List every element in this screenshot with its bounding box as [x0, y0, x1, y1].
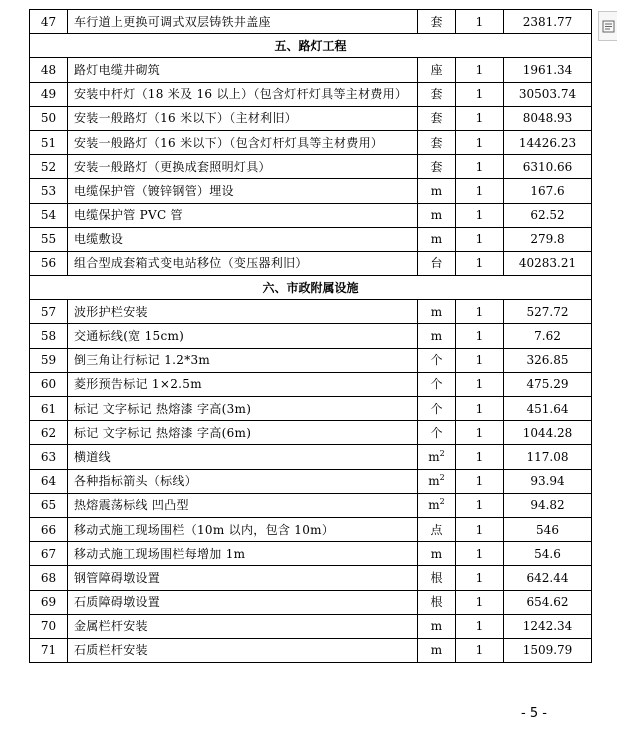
item-quantity: 1 — [456, 590, 504, 614]
item-name: 车行道上更换可调式双层铸铁井盖座 — [68, 10, 418, 34]
item-name: 路灯电缆井砌筑 — [68, 58, 418, 82]
item-unit: 套 — [418, 155, 456, 179]
item-unit: m — [418, 614, 456, 638]
item-unit: 台 — [418, 251, 456, 275]
item-name: 倒三角让行标记 1.2*3m — [68, 348, 418, 372]
item-price: 475.29 — [504, 372, 592, 396]
item-quantity: 1 — [456, 155, 504, 179]
price-table-body — [30, 10, 592, 663]
section-header-row — [30, 276, 592, 300]
item-price: 326.85 — [504, 348, 592, 372]
item-quantity: 1 — [456, 324, 504, 348]
item-unit — [418, 493, 456, 517]
table-row — [30, 469, 592, 493]
item-name: 热熔震荡标线 凹凸型 — [68, 493, 418, 517]
table-row — [30, 251, 592, 275]
price-table — [29, 9, 592, 663]
item-price: 279.8 — [504, 227, 592, 251]
item-name: 电缆保护管 PVC 管 — [68, 203, 418, 227]
item-name: 组合型成套箱式变电站移位（变压器利旧） — [68, 251, 418, 275]
item-quantity: 1 — [456, 10, 504, 34]
item-name: 安装一般路灯（16 米以下）（包含灯杆灯具等主材费用） — [68, 130, 418, 154]
item-price: 546 — [504, 517, 592, 541]
item-number: 62 — [30, 421, 68, 445]
unit-base: m — [428, 449, 440, 464]
table-row — [30, 179, 592, 203]
item-unit: 套 — [418, 106, 456, 130]
item-price: 7.62 — [504, 324, 592, 348]
item-price: 8048.93 — [504, 106, 592, 130]
table-row — [30, 397, 592, 421]
item-number: 51 — [30, 130, 68, 154]
item-quantity: 1 — [456, 566, 504, 590]
table-row — [30, 130, 592, 154]
item-unit: m — [418, 179, 456, 203]
table-row — [30, 82, 592, 106]
table-row — [30, 203, 592, 227]
unit-exponent: 2 — [439, 448, 445, 458]
item-price: 94.82 — [504, 493, 592, 517]
document-panel-icon — [602, 20, 615, 33]
item-unit: 个 — [418, 372, 456, 396]
item-price: 2381.77 — [504, 10, 592, 34]
item-quantity: 1 — [456, 421, 504, 445]
unit-base: m — [428, 474, 440, 489]
item-number: 67 — [30, 542, 68, 566]
item-quantity: 1 — [456, 130, 504, 154]
item-number: 49 — [30, 82, 68, 106]
table-row — [30, 542, 592, 566]
section-header-row — [30, 34, 592, 58]
item-quantity: 1 — [456, 638, 504, 662]
item-quantity: 1 — [456, 517, 504, 541]
item-number: 56 — [30, 251, 68, 275]
unit-exponent: 2 — [439, 473, 445, 483]
table-row — [30, 10, 592, 34]
item-price: 1509.79 — [504, 638, 592, 662]
item-number: 61 — [30, 397, 68, 421]
item-number: 52 — [30, 155, 68, 179]
item-price: 1961.34 — [504, 58, 592, 82]
item-number: 71 — [30, 638, 68, 662]
item-unit: m — [418, 300, 456, 324]
table-row — [30, 517, 592, 541]
item-number: 57 — [30, 300, 68, 324]
item-unit: 个 — [418, 421, 456, 445]
item-name: 横道线 — [68, 445, 418, 469]
item-quantity: 1 — [456, 106, 504, 130]
unit-exponent: 2 — [439, 497, 445, 507]
item-quantity: 1 — [456, 251, 504, 275]
item-name: 标记 文字标记 热熔漆 字高(6m) — [68, 421, 418, 445]
item-name: 移动式施工现场围栏每增加 1m — [68, 542, 418, 566]
item-name: 钢管障碍墩设置 — [68, 566, 418, 590]
item-unit: 根 — [418, 566, 456, 590]
item-quantity: 1 — [456, 469, 504, 493]
item-number: 68 — [30, 566, 68, 590]
item-unit: 个 — [418, 348, 456, 372]
item-number: 65 — [30, 493, 68, 517]
table-row — [30, 155, 592, 179]
item-price: 54.6 — [504, 542, 592, 566]
table-row — [30, 372, 592, 396]
item-price: 40283.21 — [504, 251, 592, 275]
item-quantity: 1 — [456, 542, 504, 566]
item-number: 47 — [30, 10, 68, 34]
page-number: - 5 - — [521, 706, 547, 721]
item-name: 波形护栏安装 — [68, 300, 418, 324]
item-quantity: 1 — [456, 372, 504, 396]
item-number: 70 — [30, 614, 68, 638]
item-number: 59 — [30, 348, 68, 372]
item-quantity: 1 — [456, 227, 504, 251]
item-price: 30503.74 — [504, 82, 592, 106]
item-quantity: 1 — [456, 82, 504, 106]
item-name: 移动式施工现场围栏（10m 以内，包含 10m） — [68, 517, 418, 541]
table-row — [30, 614, 592, 638]
unit-base: m — [428, 498, 440, 513]
table-row — [30, 445, 592, 469]
item-price: 642.44 — [504, 566, 592, 590]
item-name: 石质障碍墩设置 — [68, 590, 418, 614]
item-unit: m — [418, 227, 456, 251]
table-row — [30, 638, 592, 662]
item-price: 167.6 — [504, 179, 592, 203]
item-price: 1242.34 — [504, 614, 592, 638]
item-name: 菱形预告标记 1×2.5m — [68, 372, 418, 396]
item-quantity: 1 — [456, 493, 504, 517]
item-price: 93.94 — [504, 469, 592, 493]
item-quantity: 1 — [456, 614, 504, 638]
table-row — [30, 566, 592, 590]
item-number: 55 — [30, 227, 68, 251]
item-number: 48 — [30, 58, 68, 82]
item-unit: m — [418, 324, 456, 348]
item-quantity: 1 — [456, 397, 504, 421]
item-quantity: 1 — [456, 445, 504, 469]
item-price: 527.72 — [504, 300, 592, 324]
item-price: 117.08 — [504, 445, 592, 469]
table-row — [30, 493, 592, 517]
side-panel-toggle[interactable] — [598, 11, 617, 41]
item-unit: m — [418, 638, 456, 662]
item-unit: m — [418, 542, 456, 566]
item-price: 14426.23 — [504, 130, 592, 154]
item-name: 金属栏杆安装 — [68, 614, 418, 638]
item-name: 电缆保护管（镀锌钢管）埋设 — [68, 179, 418, 203]
item-quantity: 1 — [456, 203, 504, 227]
table-row — [30, 421, 592, 445]
item-unit: 座 — [418, 58, 456, 82]
item-name: 石质栏杆安装 — [68, 638, 418, 662]
item-quantity: 1 — [456, 348, 504, 372]
section-title: 五、路灯工程 — [30, 34, 592, 58]
table-row — [30, 227, 592, 251]
item-name: 交通标线(宽 15cm) — [68, 324, 418, 348]
table-row — [30, 348, 592, 372]
item-number: 58 — [30, 324, 68, 348]
item-name: 标记 文字标记 热熔漆 字高(3m) — [68, 397, 418, 421]
item-quantity: 1 — [456, 300, 504, 324]
item-number: 64 — [30, 469, 68, 493]
item-name: 安装一般路灯（更换成套照明灯具） — [68, 155, 418, 179]
table-row — [30, 58, 592, 82]
item-quantity: 1 — [456, 58, 504, 82]
item-name: 各种指标箭头（标线） — [68, 469, 418, 493]
item-name: 电缆敷设 — [68, 227, 418, 251]
item-unit: 套 — [418, 82, 456, 106]
item-price: 1044.28 — [504, 421, 592, 445]
item-price: 654.62 — [504, 590, 592, 614]
item-number: 50 — [30, 106, 68, 130]
item-quantity: 1 — [456, 179, 504, 203]
table-row — [30, 590, 592, 614]
item-number: 60 — [30, 372, 68, 396]
item-name: 安装一般路灯（16 米以下）（主材利旧） — [68, 106, 418, 130]
table-row — [30, 300, 592, 324]
item-unit: 套 — [418, 130, 456, 154]
table-row — [30, 106, 592, 130]
item-number: 53 — [30, 179, 68, 203]
item-price: 62.52 — [504, 203, 592, 227]
item-unit — [418, 445, 456, 469]
item-number: 54 — [30, 203, 68, 227]
item-number: 69 — [30, 590, 68, 614]
item-number: 66 — [30, 517, 68, 541]
item-price: 451.64 — [504, 397, 592, 421]
item-unit: 个 — [418, 397, 456, 421]
item-unit: 点 — [418, 517, 456, 541]
item-price: 6310.66 — [504, 155, 592, 179]
table-row — [30, 324, 592, 348]
item-unit — [418, 469, 456, 493]
item-unit: 根 — [418, 590, 456, 614]
item-name: 安装中杆灯（18 米及 16 以上）（包含灯杆灯具等主材费用） — [68, 82, 418, 106]
item-unit: 套 — [418, 10, 456, 34]
section-title: 六、市政附属设施 — [30, 276, 592, 300]
item-number: 63 — [30, 445, 68, 469]
item-unit: m — [418, 203, 456, 227]
